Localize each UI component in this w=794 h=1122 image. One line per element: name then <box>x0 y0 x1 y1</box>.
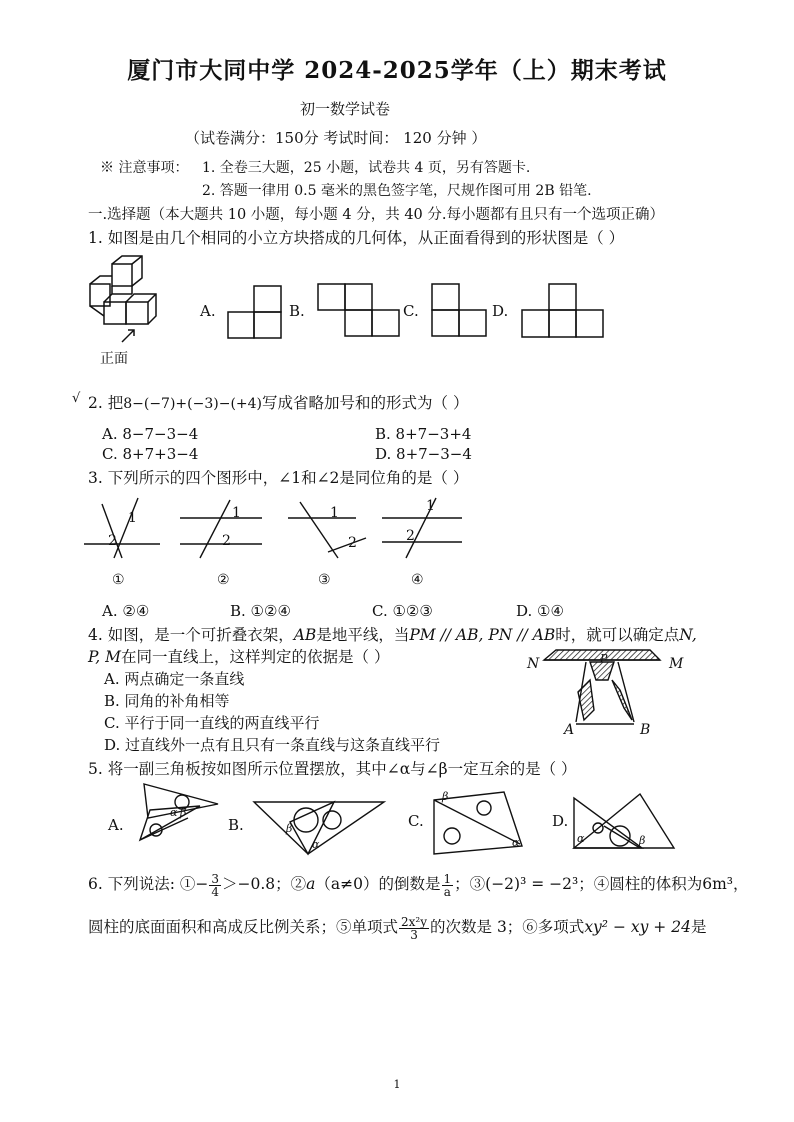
q3-stem: 3. 下列所示的四个图形中，∠1和∠2是同位角的是（ ） <box>88 469 469 487</box>
q5-option-d-label: D. <box>552 812 569 830</box>
margin-mark: √ <box>72 391 81 406</box>
q6-line1: 6. 下列说法: ①− $\frac{3}{4}$ ＞−0.8；②a（a≠0）的倒数是 $\frac{1}{a}$ ；③(−2)³ = −2³；④圆柱的体积为6m³， <box>88 871 749 899</box>
q5-stem: 5. 将一副三角板按如图所示位置摆放，其中∠α与∠β一定互余的是（ ） <box>88 760 577 778</box>
q1-option-d-label: D. <box>492 302 509 320</box>
q2-option-d: D. 8+7−3−4 <box>375 445 472 463</box>
q4-label-n: N <box>527 656 540 672</box>
q4-option-a: A. 两点确定一条直线 <box>104 670 245 688</box>
q1-option-a-label: A. <box>200 302 216 320</box>
q4-label-p: P <box>600 652 608 665</box>
q5-a-alpha: α <box>170 806 178 819</box>
q4-stem-line1: 4. 如图，是一个可折叠衣架，AB是地平线，当PM // AB, PN // AB时，就可以确定点N, <box>88 626 697 644</box>
q3-fig3-angle1: 1 <box>330 505 339 521</box>
q3-fig4-angle2: 2 <box>406 528 415 544</box>
q4-option-c: C. 平行于同一直线的两直线平行 <box>104 714 320 732</box>
q1-option-a-figure <box>226 284 286 340</box>
q4-stem-line2: P, M在同一直线上，这样判定的依据是（ ） <box>88 648 390 666</box>
q3-fig3-angle2: 2 <box>348 535 357 551</box>
q4-label-m: M <box>669 656 684 672</box>
notes-line-1: 1. 全卷三大题，25 小题，试卷共 4 页，另有答题卡. <box>202 160 531 176</box>
q1-stem: 1. 如图是由几个相同的小立方块搭成的几何体，从正面看得到的形状图是（ ） <box>88 229 625 247</box>
q5-c-alpha: α <box>512 836 520 849</box>
q5-option-c-label: C. <box>408 812 424 830</box>
q3-option-b: B. ①②④ <box>230 602 291 620</box>
q4-label-a: A <box>564 722 575 738</box>
q2-option-c: C. 8+7+3−4 <box>102 445 199 463</box>
q1-option-c-figure <box>430 282 490 338</box>
q1-option-b-label: B. <box>289 302 305 320</box>
q3-fig-label-1: ① <box>112 572 125 588</box>
q2-option-a: A. 8−7−3−4 <box>102 425 199 443</box>
q3-fig1-angle2: 2 <box>108 533 117 549</box>
q5-d-beta: β <box>639 834 646 847</box>
q2-option-b: B. 8+7−3+4 <box>375 425 472 443</box>
q5-b-beta: β <box>286 822 293 835</box>
q2-stem: 2. 把8−(−7)+(−3)−(+4)写成省略加号和的形式为（ ） <box>88 394 469 412</box>
q5-option-a-label: A. <box>108 816 124 834</box>
q5-a-beta: β <box>180 806 187 819</box>
q5-option-b-label: B. <box>228 816 244 834</box>
q3-option-a: A. ②④ <box>102 602 150 620</box>
q3-option-d: D. ①④ <box>516 602 564 620</box>
q4-option-d: D. 过直线外一点有且只有一条直线与这条直线平行 <box>104 736 441 754</box>
q3-fig2-angle2: 2 <box>222 533 231 549</box>
q3-fig4-angle1: 1 <box>426 498 435 514</box>
q3-fig2-angle1: 1 <box>232 505 241 521</box>
exam-title: 厦门市大同中学 2024-2025学年（上）期末考试 <box>127 57 667 84</box>
q5-c-beta: β <box>442 790 449 803</box>
q1-front-label: 正面 <box>100 351 128 367</box>
q3-fig-label-2: ② <box>217 572 230 588</box>
q3-figures <box>80 494 500 564</box>
q1-option-c-label: C. <box>403 302 419 320</box>
exam-meta: （试卷满分：150分 考试时间： 120 分钟 ） <box>185 129 487 147</box>
page-number: 1 <box>393 1078 401 1091</box>
q5-b-alpha: α <box>312 838 320 851</box>
q4-option-b: B. 同角的补角相等 <box>104 692 230 710</box>
q3-option-c: C. ①②③ <box>372 602 433 620</box>
q4-label-b: B <box>640 722 651 738</box>
q3-fig1-angle1: 1 <box>128 510 137 526</box>
q3-fig-label-4: ④ <box>411 572 424 588</box>
exam-subtitle: 初一数学试卷 <box>300 100 391 118</box>
q1-option-d-figure <box>520 282 606 340</box>
notes-label: ※ 注意事项： <box>100 160 189 176</box>
q5-option-b-figure <box>252 798 388 856</box>
q5-d-alpha: α <box>577 832 585 845</box>
notes-line-2: 2. 答题一律用 0.5 毫米的黑色签字笔，尺规作图可用 2B 铅笔. <box>202 183 592 199</box>
q3-fig-label-3: ③ <box>318 572 331 588</box>
q5-option-d-figure <box>570 790 680 852</box>
section-heading: 一.选择题（本大题共 10 小题，每小题 4 分，共 40 分.每小题都有且只有一个选项正确） <box>88 207 664 223</box>
q1-option-b-figure <box>316 282 402 338</box>
q6-line2: 圆柱的底面面积和高成反比例关系；⑤单项式 $\frac{\text{2x²y}}{3}$ 的次数是 3；⑥多项式xy² − xy + 24是 <box>88 914 707 942</box>
